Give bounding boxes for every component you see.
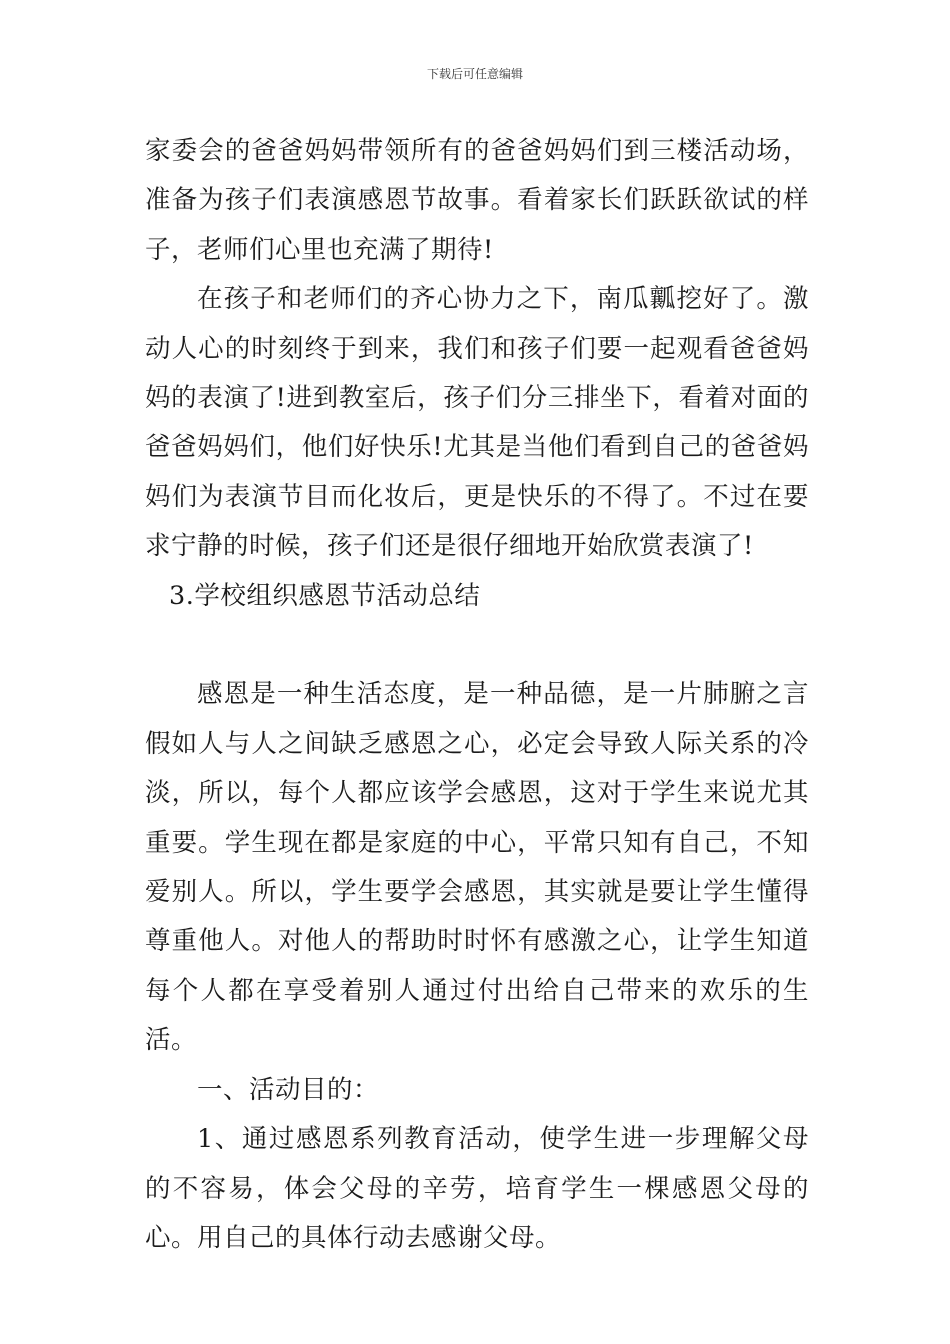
paragraph-purpose-item-1: 1、通过感恩系列教育活动，使学生进一步理解父母的不容易，体会父母的辛劳，培育学生一棵感恩父母的心。用自己的具体行动去感谢父母。: [145, 1124, 809, 1253]
paragraph-gratitude: 感恩是一种生活态度，是一种品德，是一片肺腑之言假如人与人之间缺乏感恩之心，必定会导致人际关系的冷淡，所以，每个人都应该学会感恩，这对于学生来说尤其重要。学生现在都是家庭的中心，平常只知有自己，不知爱别人。所以，学生要学会感恩，其实就是要让学生懂得尊重他人。对他人的帮助时时怀有感激之心，让学生知道每个人都在享受着别人通过付出给自己带来的欢乐的生活。: [145, 679, 809, 1056]
subheading-purpose: 一、活动目的：: [197, 1074, 380, 1105]
document-body: [145, 127, 809, 1263]
paragraph-continuation: 家委会的爸爸妈妈带领所有的爸爸妈妈们到三楼活动场，准备为孩子们表演感恩节故事。看着家长们跃跃欲试的样子，老师们心里也充满了期待!: [145, 136, 809, 265]
blank-line: [145, 621, 809, 670]
paragraph-pumpkin: 在孩子和老师们的齐心协力之下，南瓜瓤挖好了。激动人心的时刻终于到来，我们和孩子们要一起观看爸爸妈妈的表演了!进到教室后，孩子们分三排坐下，看着对面的爸爸妈妈们，他们好快乐!尤其是当他们看到自己的爸爸妈妈们为表演节目而化妆后，更是快乐的不得了。不过在要求宁静的时候，孩子们还是很仔细地开始欣赏表演了!: [145, 284, 809, 562]
section-heading: 3.学校组织感恩节活动总结: [169, 580, 481, 611]
page-header: 下载后可任意编辑: [426, 67, 523, 81]
